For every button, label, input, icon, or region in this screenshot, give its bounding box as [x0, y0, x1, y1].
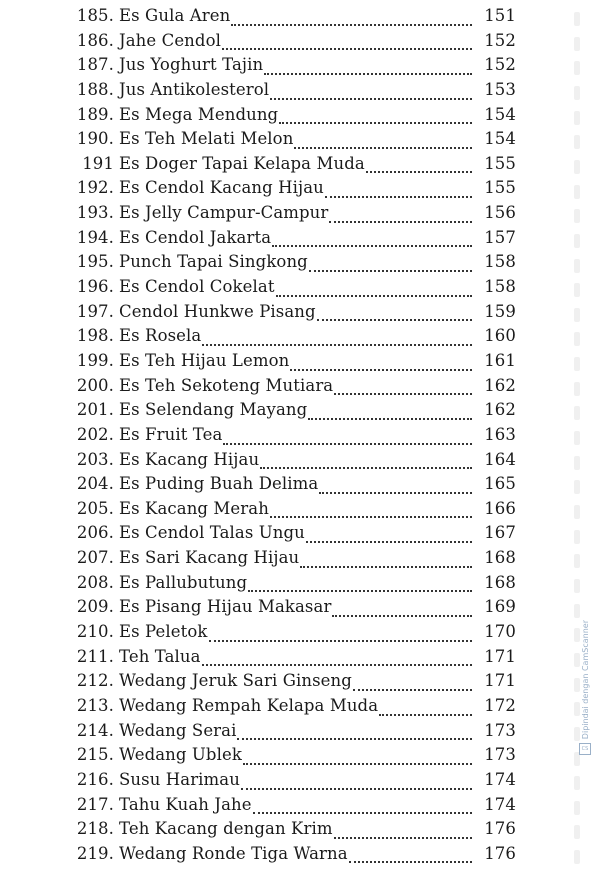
- bleed-mark: [574, 234, 580, 248]
- entry-title: Es Gula Aren: [119, 6, 231, 25]
- entry-number: 193.: [76, 203, 114, 223]
- entry-title: Tahu Kuah Jahe: [119, 794, 252, 814]
- bleed-mark: [574, 357, 580, 371]
- entry-title: Es Rosela: [119, 326, 202, 346]
- entry-page-number: 171: [484, 646, 516, 666]
- dot-leader: [243, 763, 472, 765]
- entry-number: 209.: [76, 597, 114, 617]
- entry-number: 201.: [76, 400, 114, 420]
- entry-title: Es Sari Kacang Hijau: [119, 548, 300, 568]
- bleed-mark: [574, 480, 580, 494]
- entry-page-number: 161: [484, 350, 516, 370]
- entry-title: Jahe Cendol: [119, 30, 221, 50]
- toc-entry: [70, 770, 516, 795]
- toc-entry: [70, 425, 516, 450]
- dot-leader: [202, 344, 472, 346]
- entry-number: 185.: [76, 6, 114, 25]
- toc-entry: [70, 129, 516, 154]
- dot-leader: [253, 812, 472, 814]
- dot-leader: [270, 98, 472, 100]
- entry-title: Es Fruit Tea: [119, 424, 223, 444]
- entry-page-number: 168: [484, 572, 516, 592]
- bleed-mark: [574, 456, 580, 470]
- entry-number: 206.: [76, 523, 114, 543]
- dot-leader: [241, 788, 472, 790]
- toc-entry: [70, 548, 516, 573]
- toc-entry: [70, 721, 516, 746]
- entry-title: Es Cendol Cokelat: [119, 277, 275, 297]
- toc-entry: [70, 80, 516, 105]
- toc-entry: [70, 597, 516, 622]
- entry-title: Es Selendang Mayang: [119, 400, 308, 420]
- dot-leader: [379, 714, 472, 716]
- entry-page-number: 162: [484, 400, 516, 420]
- bleed-mark: [574, 505, 580, 519]
- entry-page-number: 176: [484, 843, 516, 863]
- entry-number: 192.: [76, 178, 114, 198]
- toc-entry: [70, 523, 516, 548]
- entry-number: 187.: [76, 55, 114, 75]
- toc-entry: [70, 376, 516, 401]
- bleed-mark: [574, 579, 580, 593]
- bleed-mark: [574, 308, 580, 322]
- dot-leader: [349, 861, 472, 863]
- dot-leader: [231, 24, 472, 26]
- dot-leader: [325, 196, 472, 198]
- entry-page-number: 157: [484, 227, 516, 247]
- entry-title: Es Kacang Merah: [119, 498, 269, 518]
- watermark-text: Dipindai dengan CamScanner: [580, 620, 590, 740]
- entry-title: Punch Tapai Singkong: [119, 252, 308, 272]
- dot-leader: [319, 492, 472, 494]
- entry-page-number: 155: [484, 153, 516, 173]
- bleed-mark: [574, 209, 580, 223]
- toc-entry: [70, 252, 516, 277]
- entry-page-number: 155: [484, 178, 516, 198]
- table-of-contents: [70, 6, 516, 868]
- toc-entry: [70, 178, 516, 203]
- toc-entry: [70, 671, 516, 696]
- toc-entry: [70, 105, 516, 130]
- bleed-mark: [574, 530, 580, 544]
- entry-number: 211.: [76, 646, 114, 666]
- toc-entry: [70, 400, 516, 425]
- bleed-through-marks: [520, 0, 580, 876]
- dot-leader: [248, 590, 472, 592]
- entry-page-number: 174: [484, 769, 516, 789]
- dot-leader: [290, 369, 472, 371]
- entry-title: Es Cendol Jakarta: [119, 227, 272, 247]
- entry-number: 204.: [76, 474, 114, 494]
- entry-number: 189.: [76, 104, 114, 124]
- dot-leader: [332, 615, 472, 617]
- bleed-mark: [574, 37, 580, 51]
- dot-leader: [294, 147, 472, 149]
- entry-page-number: 162: [484, 375, 516, 395]
- entry-number: 213.: [76, 695, 114, 715]
- bleed-mark: [574, 135, 580, 149]
- entry-page-number: 154: [484, 129, 516, 149]
- entry-title: Es Doger Tapai Kelapa Muda: [119, 153, 365, 173]
- entry-title: Es Kacang Hijau: [119, 449, 260, 469]
- entry-page-number: 163: [484, 424, 516, 444]
- entry-number: 212.: [76, 671, 114, 691]
- toc-entry: [70, 499, 516, 524]
- entry-page-number: 158: [484, 252, 516, 272]
- entry-page-number: 164: [484, 449, 516, 469]
- toc-entry: [70, 203, 516, 228]
- entry-number: 216.: [76, 769, 114, 789]
- dot-leader: [237, 738, 472, 740]
- toc-entry: [70, 474, 516, 499]
- entry-number: 214.: [76, 720, 114, 740]
- entry-page-number: 153: [484, 79, 516, 99]
- dot-leader: [272, 245, 472, 247]
- entry-number: 215.: [76, 745, 114, 765]
- entry-title: Es Puding Buah Delima: [119, 474, 319, 494]
- bleed-mark: [574, 86, 580, 100]
- entry-number: 208.: [76, 572, 114, 592]
- entry-number: 198.: [76, 326, 114, 346]
- dot-leader: [202, 664, 472, 666]
- toc-entry: [70, 745, 516, 770]
- entry-page-number: 152: [484, 55, 516, 75]
- entry-title: Wedang Jeruk Sari Ginseng: [119, 671, 352, 691]
- dot-leader: [308, 418, 472, 420]
- entry-page-number: 165: [484, 474, 516, 494]
- entry-title: Es Jelly Campur-Campur: [119, 203, 329, 223]
- dot-leader: [209, 640, 473, 642]
- dot-leader: [306, 541, 472, 543]
- entry-title: Wedang Rempah Kelapa Muda: [119, 695, 379, 715]
- entry-number: 205.: [76, 498, 114, 518]
- entry-page-number: 154: [484, 104, 516, 124]
- entry-title: Es Teh Hijau Lemon: [119, 350, 290, 370]
- toc-entry: [70, 819, 516, 844]
- bleed-mark: [574, 160, 580, 174]
- bleed-mark: [574, 431, 580, 445]
- entry-title: Teh Kacang dengan Krim: [119, 819, 333, 839]
- entry-title: Es Pallubutung: [119, 572, 248, 592]
- entry-page-number: 169: [484, 597, 516, 617]
- entry-number: 202.: [76, 424, 114, 444]
- entry-page-number: 158: [484, 277, 516, 297]
- dot-leader: [309, 270, 472, 272]
- entry-number: 200.: [76, 375, 114, 395]
- dot-leader: [264, 73, 472, 75]
- entry-title: Teh Talua: [119, 646, 201, 666]
- toc-entry: [70, 154, 516, 179]
- entry-number: 186.: [76, 30, 114, 50]
- dot-leader: [276, 295, 472, 297]
- entry-page-number: 176: [484, 819, 516, 839]
- entry-number: 188.: [76, 79, 114, 99]
- entry-page-number: 173: [484, 720, 516, 740]
- entry-number: 217.: [76, 794, 114, 814]
- scanner-watermark: [578, 620, 592, 870]
- entry-title: Wedang Ronde Tiga Warna: [119, 843, 348, 863]
- entry-title: Wedang Serai: [119, 720, 237, 740]
- entry-page-number: 159: [484, 301, 516, 321]
- entry-title: Es Pisang Hijau Makasar: [119, 597, 332, 617]
- entry-page-number: 170: [484, 622, 516, 642]
- toc-entry: [70, 55, 516, 80]
- toc-entry: [70, 228, 516, 253]
- toc-entry: [70, 450, 516, 475]
- entry-number: 191: [82, 153, 114, 173]
- entry-title: Es Cendol Kacang Hijau: [119, 178, 324, 198]
- bleed-mark: [574, 406, 580, 420]
- bleed-mark: [574, 382, 580, 396]
- dot-leader: [300, 566, 472, 568]
- bleed-mark: [574, 332, 580, 346]
- dot-leader: [334, 837, 472, 839]
- toc-entry: [70, 696, 516, 721]
- entry-title: Es Mega Mendung: [119, 104, 279, 124]
- dot-leader: [222, 48, 472, 50]
- entry-page-number: 152: [484, 30, 516, 50]
- entry-title: Es Peletok: [119, 622, 208, 642]
- toc-entry: [70, 573, 516, 598]
- camscanner-logo-icon: CS: [579, 743, 591, 755]
- toc-entry: [70, 622, 516, 647]
- toc-entry: [70, 326, 516, 351]
- entry-number: 218.: [76, 819, 114, 839]
- entry-number: 197.: [76, 301, 114, 321]
- entry-title: Cendol Hunkwe Pisang: [119, 301, 316, 321]
- toc-entry: [70, 795, 516, 820]
- entry-title: Susu Harimau: [119, 769, 240, 789]
- entry-number: 190.: [76, 129, 114, 149]
- entry-title: Es Teh Melati Melon: [119, 129, 294, 149]
- entry-title: Es Cendol Talas Ungu: [119, 523, 305, 543]
- toc-entry: [70, 647, 516, 672]
- entry-page-number: 156: [484, 203, 516, 223]
- toc-entry: [70, 302, 516, 327]
- bleed-mark: [574, 554, 580, 568]
- entry-page-number: 171: [484, 671, 516, 691]
- bleed-mark: [574, 604, 580, 618]
- entry-title: Wedang Ublek: [119, 745, 242, 765]
- entry-title: Jus Yoghurt Tajin: [119, 55, 264, 75]
- bleed-mark: [574, 185, 580, 199]
- entry-title: Es Teh Sekoteng Mutiara: [119, 375, 334, 395]
- entry-page-number: 160: [484, 326, 516, 346]
- dot-leader: [317, 319, 472, 321]
- dot-leader: [353, 689, 472, 691]
- entry-page-number: 174: [484, 794, 516, 814]
- entry-page-number: 151: [484, 6, 516, 25]
- entry-page-number: 172: [484, 695, 516, 715]
- entry-number: 210.: [76, 622, 114, 642]
- bleed-mark: [574, 61, 580, 75]
- toc-entry: [70, 844, 516, 869]
- entry-page-number: 173: [484, 745, 516, 765]
- dot-leader: [223, 443, 472, 445]
- dot-leader: [270, 516, 472, 518]
- dot-leader: [334, 393, 472, 395]
- bleed-mark: [574, 12, 580, 26]
- dot-leader: [366, 171, 472, 173]
- dot-leader: [260, 467, 472, 469]
- bleed-mark: [574, 283, 580, 297]
- entry-number: 194.: [76, 227, 114, 247]
- toc-entry: [70, 6, 516, 31]
- bleed-mark: [574, 259, 580, 273]
- entry-number: 199.: [76, 350, 114, 370]
- entry-page-number: 167: [484, 523, 516, 543]
- entry-number: 207.: [76, 548, 114, 568]
- toc-entry: [70, 277, 516, 302]
- entry-title: Jus Antikolesterol: [119, 79, 270, 99]
- entry-number: 196.: [76, 277, 114, 297]
- entry-page-number: 166: [484, 498, 516, 518]
- entry-number: 195.: [76, 252, 114, 272]
- dot-leader: [279, 122, 472, 124]
- dot-leader: [329, 221, 472, 223]
- entry-page-number: 168: [484, 548, 516, 568]
- entry-number: 203.: [76, 449, 114, 469]
- toc-entry: [70, 351, 516, 376]
- toc-entry: [70, 31, 516, 56]
- bleed-mark: [574, 111, 580, 125]
- entry-number: 219.: [76, 843, 114, 863]
